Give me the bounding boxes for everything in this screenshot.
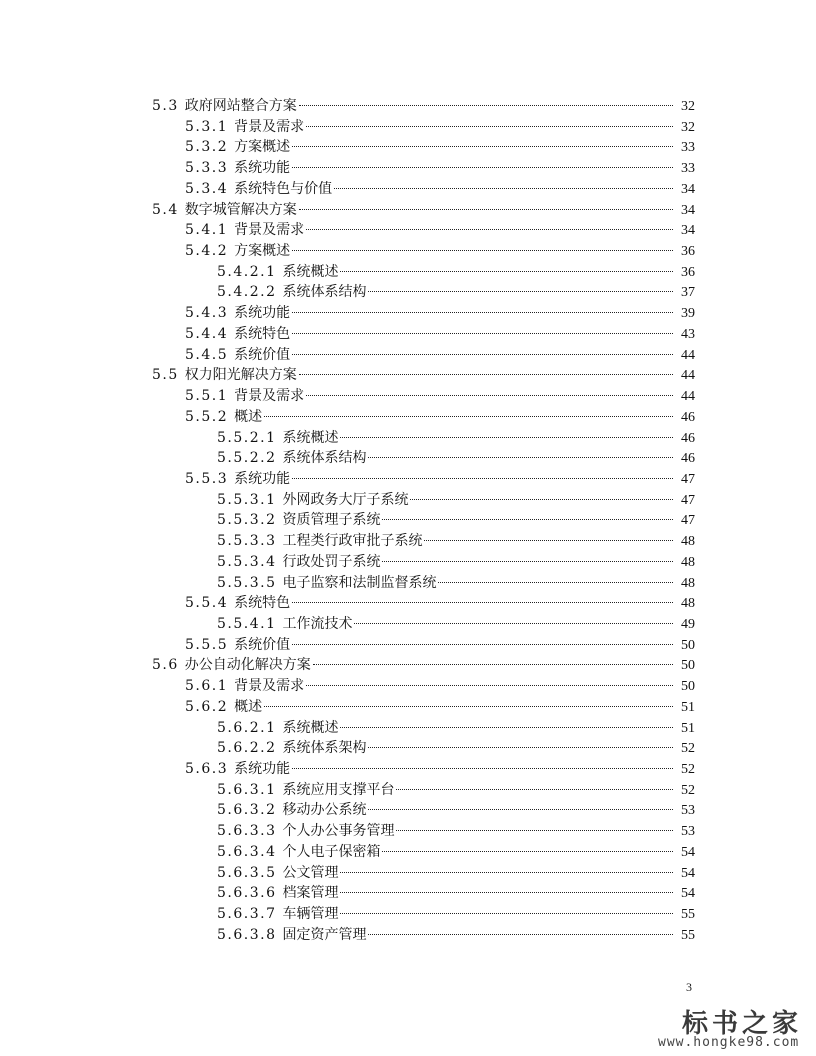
toc-entry-page: 34	[681, 223, 695, 239]
toc-entry[interactable]	[0, 676, 695, 697]
toc-entry-page: 48	[681, 534, 695, 550]
toc-entry-number: 5.5.3	[185, 470, 229, 487]
toc-dot-leader	[368, 934, 673, 935]
toc-entry-number: 5.5.3.1	[217, 491, 277, 508]
toc-entry-page: 32	[681, 99, 695, 114]
toc-entry-number: 5.3	[152, 98, 179, 114]
toc-entry-title: 办公自动化解决方案	[184, 657, 311, 674]
toc-entry-number: 5.3.3	[185, 160, 229, 177]
toc-dot-leader	[410, 499, 673, 500]
toc-dot-leader	[354, 623, 673, 624]
toc-entry-number: 5.6.3.3	[217, 823, 277, 840]
toc-entry-number: 5.4.3	[185, 305, 229, 322]
toc-dot-leader	[396, 830, 673, 831]
toc-dot-leader	[396, 789, 673, 790]
toc-entry-number: 5.5.3.5	[217, 574, 277, 591]
toc-entry-title: 行政处罚子系统	[282, 553, 381, 570]
toc-entry[interactable]	[0, 573, 695, 594]
toc-entry[interactable]	[0, 448, 695, 469]
toc-entry-number: 5.6.2.1	[217, 719, 277, 736]
watermark-title: 标书之家	[682, 1009, 803, 1039]
toc-entry-page: 34	[681, 202, 695, 218]
toc-entry-number: 5.5.4	[185, 595, 229, 612]
toc-dot-leader	[340, 872, 673, 873]
toc-entry[interactable]	[0, 220, 695, 241]
toc-entry-number: 5.6.3.1	[217, 781, 277, 798]
toc-entry[interactable]	[0, 179, 695, 200]
toc-entry[interactable]	[0, 738, 695, 759]
toc-entry-title: 系统体系结构	[282, 450, 367, 467]
toc-entry-page: 33	[681, 140, 695, 156]
toc-entry[interactable]	[0, 407, 695, 428]
table-of-contents	[0, 96, 816, 945]
toc-entry-page: 33	[681, 161, 695, 177]
toc-entry[interactable]	[0, 904, 695, 925]
toc-dot-leader	[292, 333, 673, 334]
toc-entry[interactable]	[0, 96, 695, 117]
toc-entry-page: 52	[681, 741, 695, 757]
toc-entry-number: 5.4.2.1	[217, 263, 277, 280]
toc-entry[interactable]	[0, 697, 695, 718]
toc-entry[interactable]	[0, 614, 695, 635]
toc-dot-leader	[264, 706, 673, 707]
toc-entry-page: 52	[681, 762, 695, 777]
toc-entry-title: 工程类行政审批子系统	[282, 533, 423, 550]
toc-dot-leader	[292, 146, 673, 147]
toc-entry-title: 系统应用支撑平台	[282, 781, 395, 798]
toc-entry[interactable]	[0, 428, 695, 449]
toc-dot-leader	[340, 727, 673, 728]
toc-entry[interactable]	[0, 655, 695, 676]
toc-dot-leader	[382, 519, 673, 520]
toc-dot-leader	[340, 437, 673, 438]
toc-entry-title: 系统概述	[282, 263, 339, 280]
toc-entry-number: 5.4.5	[185, 346, 229, 363]
toc-entry-page: 50	[681, 679, 695, 695]
toc-entry-page: 50	[681, 637, 695, 653]
toc-dot-leader	[382, 851, 673, 852]
toc-dot-leader	[340, 913, 673, 914]
toc-entry-page: 32	[681, 119, 695, 135]
toc-dot-leader	[292, 478, 673, 479]
toc-entry-page: 34	[681, 181, 695, 197]
toc-dot-leader	[292, 768, 673, 769]
toc-dot-leader	[292, 167, 673, 168]
toc-entry-page: 37	[681, 285, 695, 301]
toc-entry-title: 外网政务大厅子系统	[282, 491, 409, 508]
toc-entry-title: 系统特色	[234, 595, 291, 612]
toc-entry-number: 5.4.4	[185, 325, 229, 342]
toc-entry-page: 49	[681, 616, 695, 632]
toc-dot-leader	[299, 209, 673, 210]
toc-entry[interactable]	[0, 241, 695, 262]
page-number: 3	[686, 980, 692, 994]
toc-entry[interactable]	[0, 137, 695, 158]
toc-entry-title: 公文管理	[282, 864, 339, 881]
toc-entry-number: 5.6.3.2	[217, 802, 277, 819]
toc-entry-page: 51	[681, 720, 695, 736]
toc-dot-leader	[264, 416, 673, 417]
toc-entry-page: 53	[681, 824, 695, 840]
toc-dot-leader	[292, 312, 673, 313]
toc-dot-leader	[368, 747, 673, 748]
toc-entry-number: 5.6.3.7	[217, 906, 277, 923]
toc-entry-title: 系统功能	[234, 160, 291, 177]
toc-entry-title: 系统价值	[234, 346, 291, 363]
watermark-logo	[622, 1003, 812, 1053]
toc-entry-title: 移动办公系统	[282, 802, 367, 819]
toc-entry-title: 个人电子保密箱	[282, 843, 381, 860]
toc-dot-leader	[424, 540, 673, 541]
toc-dot-leader	[340, 892, 673, 893]
toc-entry-number: 5.5.2.2	[217, 450, 277, 467]
toc-entry-title: 背景及需求	[234, 222, 305, 239]
watermark-url: www.hongke98.com	[658, 1035, 800, 1050]
toc-entry-number: 5.3.1	[185, 118, 229, 135]
toc-entry[interactable]	[0, 821, 695, 842]
toc-entry-number: 5.4	[152, 201, 179, 218]
toc-dot-leader	[334, 188, 673, 189]
toc-entry-number: 5.4.1	[185, 222, 229, 239]
toc-entry-page: 55	[681, 927, 695, 943]
toc-dot-leader	[292, 644, 673, 645]
toc-entry-page: 46	[681, 451, 695, 467]
toc-entry-title: 背景及需求	[234, 388, 305, 405]
toc-entry[interactable]	[0, 158, 695, 179]
toc-dot-leader	[368, 291, 673, 292]
toc-dot-leader	[368, 457, 673, 458]
toc-dot-leader	[292, 354, 673, 355]
toc-dot-leader	[340, 271, 673, 272]
toc-entry[interactable]	[0, 469, 695, 490]
toc-entry-title: 数字城管解决方案	[184, 201, 297, 218]
toc-entry-page: 48	[681, 554, 695, 570]
toc-entry-page: 47	[681, 492, 695, 508]
toc-entry-title: 系统概述	[282, 429, 339, 446]
toc-entry-page: 54	[681, 886, 695, 902]
toc-entry[interactable]	[0, 365, 695, 386]
toc-entry-title: 政府网站整合方案	[184, 98, 297, 114]
toc-entry-page: 47	[681, 513, 695, 529]
toc-entry-title: 背景及需求	[234, 118, 305, 135]
toc-entry[interactable]	[0, 490, 695, 511]
toc-entry[interactable]	[0, 552, 695, 573]
toc-entry-page: 48	[681, 575, 695, 591]
toc-entry-page: 39	[681, 306, 695, 322]
toc-entry-title: 系统体系结构	[282, 284, 367, 301]
toc-entry[interactable]	[0, 262, 695, 283]
toc-entry-number: 5.6.3.4	[217, 843, 277, 860]
toc-entry[interactable]	[0, 883, 695, 904]
toc-dot-leader	[306, 395, 673, 396]
toc-entry-number: 5.5.3.3	[217, 533, 277, 550]
toc-entry-title: 个人办公事务管理	[282, 823, 395, 840]
toc-entry-page: 55	[681, 907, 695, 923]
toc-entry-number: 5.5	[152, 367, 179, 384]
toc-entry-page: 46	[681, 430, 695, 446]
toc-entry-number: 5.6	[152, 657, 179, 674]
toc-entry-number: 5.6.3.5	[217, 864, 277, 881]
toc-dot-leader	[292, 250, 673, 251]
toc-entry[interactable]	[0, 718, 695, 739]
toc-entry-title: 系统特色与价值	[234, 180, 333, 197]
toc-entry[interactable]	[0, 303, 695, 324]
toc-entry[interactable]	[0, 593, 695, 614]
toc-entry-title: 电子监察和法制监督系统	[282, 574, 437, 591]
toc-entry-title: 档案管理	[282, 885, 339, 902]
toc-entry[interactable]	[0, 386, 695, 407]
toc-entry-title: 工作流技术	[282, 615, 353, 632]
toc-entry-title: 固定资产管理	[282, 926, 367, 943]
toc-entry-title: 系统特色	[234, 325, 291, 342]
toc-entry[interactable]	[0, 282, 695, 303]
toc-entry-title: 概述	[234, 698, 263, 715]
toc-entry-page: 44	[681, 389, 695, 405]
toc-entry-page: 53	[681, 803, 695, 819]
toc-entry-page: 36	[681, 244, 695, 260]
toc-entry[interactable]	[0, 635, 695, 656]
toc-entry-title: 系统功能	[234, 761, 291, 777]
toc-entry-number: 5.6.3.6	[217, 885, 277, 902]
toc-dot-leader	[306, 685, 673, 686]
toc-dot-leader	[438, 582, 673, 583]
toc-dot-leader	[368, 809, 673, 810]
toc-entry-number: 5.6.2.2	[217, 740, 277, 757]
toc-entry-number: 5.4.2.2	[217, 284, 277, 301]
toc-entry-page: 44	[681, 347, 695, 363]
toc-entry-page: 50	[681, 658, 695, 674]
toc-entry-page: 43	[681, 326, 695, 342]
toc-entry-title: 车辆管理	[282, 906, 339, 923]
toc-entry-number: 5.5.4.1	[217, 615, 277, 632]
toc-entry-title: 权力阳光解决方案	[184, 367, 297, 384]
toc-entry-page: 48	[681, 596, 695, 612]
toc-entry-number: 5.5.1	[185, 388, 229, 405]
toc-entry-number: 5.5.3.2	[217, 512, 277, 529]
toc-entry-page: 36	[681, 264, 695, 280]
toc-dot-leader	[306, 229, 673, 230]
toc-entry[interactable]	[0, 531, 695, 552]
toc-entry-title: 资质管理子系统	[282, 512, 381, 529]
toc-dot-leader	[299, 374, 673, 375]
toc-entry-page: 47	[681, 471, 695, 487]
toc-dot-leader	[313, 664, 673, 665]
toc-entry-title: 系统功能	[234, 305, 291, 322]
toc-entry[interactable]	[0, 925, 695, 946]
toc-entry-title: 系统概述	[282, 719, 339, 736]
toc-entry[interactable]	[0, 510, 695, 531]
toc-entry-page: 54	[681, 865, 695, 881]
toc-entry-title: 背景及需求	[234, 678, 305, 695]
toc-entry-page: 44	[681, 368, 695, 384]
toc-entry-page: 46	[681, 409, 695, 425]
toc-entry-number: 5.3.2	[185, 139, 229, 156]
toc-entry-number: 5.5.2.1	[217, 429, 277, 446]
toc-dot-leader	[292, 602, 673, 603]
toc-entry-number: 5.6.3	[185, 761, 229, 777]
toc-entry[interactable]	[0, 200, 695, 221]
toc-entry-page: 52	[681, 782, 695, 798]
toc-entry[interactable]	[0, 324, 695, 345]
toc-entry[interactable]	[0, 780, 695, 801]
toc-entry-number: 5.5.2	[185, 408, 229, 425]
toc-entry-title: 系统功能	[234, 470, 291, 487]
toc-entry-title: 系统体系架构	[282, 740, 367, 757]
toc-entry-number: 5.4.2	[185, 243, 229, 260]
toc-entry-page: 54	[681, 844, 695, 860]
toc-entry-number: 5.5.3.4	[217, 553, 277, 570]
toc-dot-leader	[382, 561, 673, 562]
toc-entry-number: 5.5.5	[185, 636, 229, 653]
toc-entry[interactable]	[0, 842, 695, 863]
toc-entry[interactable]	[0, 759, 695, 780]
toc-entry-page: 51	[681, 699, 695, 715]
toc-entry[interactable]	[0, 863, 695, 884]
toc-entry-title: 方案概述	[234, 243, 291, 260]
toc-entry-title: 概述	[234, 408, 263, 425]
toc-entry-number: 5.6.3.8	[217, 926, 277, 943]
toc-entry-title: 方案概述	[234, 139, 291, 156]
toc-entry[interactable]	[0, 800, 695, 821]
toc-entry-title: 系统价值	[234, 636, 291, 653]
toc-entry[interactable]	[0, 117, 695, 138]
toc-entry-number: 5.6.1	[185, 678, 229, 695]
toc-entry[interactable]	[0, 345, 695, 366]
toc-dot-leader	[299, 105, 673, 106]
toc-dot-leader	[306, 126, 673, 127]
toc-entry-number: 5.6.2	[185, 698, 229, 715]
toc-entry-number: 5.3.4	[185, 180, 229, 197]
